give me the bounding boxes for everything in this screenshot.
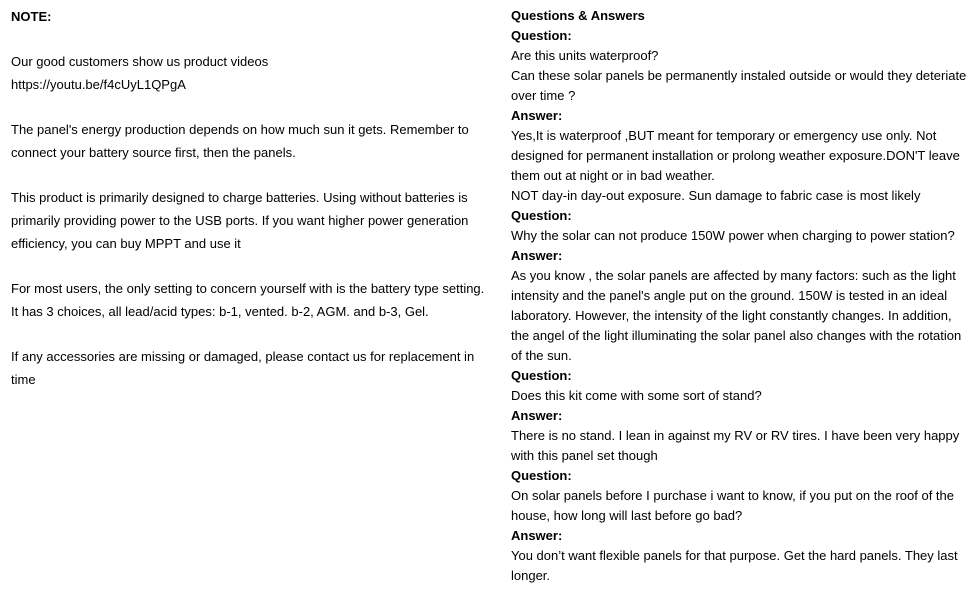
question-text: On solar panels before I purchase i want to know, if you put on the roof of the xyxy=(511,488,954,503)
note-paragraphs xyxy=(11,50,491,391)
video-link[interactable]: https://youtu.be/f4cUyL1QPgA xyxy=(11,77,186,92)
question-label: Question: xyxy=(511,28,572,43)
question-text: over time ? xyxy=(511,88,576,103)
question-text: Why the solar can not produce 150W power when charging to power station? xyxy=(511,228,955,243)
answer-text: them out at night or in bad weather. xyxy=(511,168,715,183)
note-line: It has 3 choices, all lead/acid types: b-1, vented. b-2, AGM. and b-3, Gel. xyxy=(11,304,429,319)
answer-text: longer. xyxy=(511,568,551,583)
note-line: time xyxy=(11,372,36,387)
note-paragraph xyxy=(11,50,491,96)
answer-text: Yes,It is waterproof ,BUT meant for temporary or emergency use only. Not xyxy=(511,128,937,143)
note-title: NOTE: xyxy=(11,9,52,24)
note-line: primarily providing power to the USB ports. If you want higher power generation xyxy=(11,213,469,228)
question-text: Are this units waterproof? xyxy=(511,48,659,63)
answer-text: NOT day-in day-out exposure. Sun damage to fabric case is most likely xyxy=(511,188,921,203)
answer-text: designed for permanent installation or prolong weather exposure.DON'T leave xyxy=(511,148,960,163)
answer-label: Answer: xyxy=(511,108,563,123)
note-line: efficiency, you can buy MPPT and use it xyxy=(11,236,241,251)
question-text: Does this kit come with some sort of stand? xyxy=(511,388,762,403)
answer-label: Answer: xyxy=(511,408,563,423)
qa-items xyxy=(511,26,970,586)
qa-section xyxy=(511,6,970,586)
answer-text: the angel of the light illuminating the solar panel also changes with the rotation xyxy=(511,328,962,343)
question-text: Can these solar panels be permanently instaled outside or would they deteriate xyxy=(511,68,967,83)
note-line: For most users, the only setting to concern yourself with is the battery type setting. xyxy=(11,281,485,296)
answer-text: There is no stand. I lean in against my RV or RV tires. I have been very happy xyxy=(511,428,960,443)
note-line: connect your battery source first, then the panels. xyxy=(11,145,296,160)
answer-text: of the sun. xyxy=(511,348,572,363)
answer-text: You don’t want flexible panels for that purpose. Get the hard panels. They last xyxy=(511,548,958,563)
answer-label: Answer: xyxy=(511,528,563,543)
question-text: house, how long will last before go bad? xyxy=(511,508,743,523)
qa-item xyxy=(511,466,970,586)
answer-text: As you know , the solar panels are affected by many factors: such as the light xyxy=(511,268,956,283)
qa-title: Questions & Answers xyxy=(511,8,645,23)
qa-item xyxy=(511,366,970,466)
answer-text: laboratory. However, the intensity of the light constantly changes. In addition, xyxy=(511,308,952,323)
answer-text: with this panel set though xyxy=(511,448,658,463)
note-section xyxy=(11,5,491,391)
answer-label: Answer: xyxy=(511,248,563,263)
note-paragraph xyxy=(11,118,491,164)
note-paragraph xyxy=(11,345,491,391)
qa-item xyxy=(511,206,970,366)
note-paragraph xyxy=(11,186,491,255)
note-line: Our good customers show us product videos xyxy=(11,54,269,69)
note-line: The panel's energy production depends on how much sun it gets. Remember to xyxy=(11,122,469,137)
note-line: If any accessories are missing or damaged, please contact us for replacement in xyxy=(11,349,475,364)
question-label: Question: xyxy=(511,208,572,223)
question-label: Question: xyxy=(511,368,572,383)
note-line: This product is primarily designed to charge batteries. Using without batteries is xyxy=(11,190,468,205)
note-paragraph xyxy=(11,277,491,323)
answer-text: intensity and the panel's angle put on the ground. 150W is tested in an ideal xyxy=(511,288,948,303)
question-label: Question: xyxy=(511,468,572,483)
qa-item xyxy=(511,26,970,206)
